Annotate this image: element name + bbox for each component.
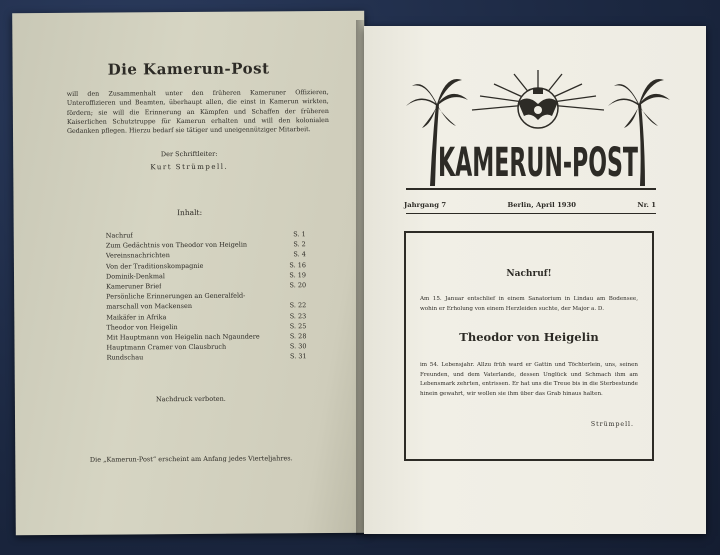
masthead-rule-top <box>406 188 656 190</box>
left-page <box>12 11 368 535</box>
editor-name: Kurt Strümpell. <box>150 162 229 172</box>
left-page-title: Die Kamerun-Post <box>107 59 270 79</box>
issue-meta-row <box>404 201 656 209</box>
publication-note: Die „Kamerun-Post“ erscheint am Anfang jedes Vierteljahres. <box>89 454 293 464</box>
toc-page: S. 16 <box>289 260 306 269</box>
toc-page: S. 23 <box>289 311 307 320</box>
toc-page: S. 1 <box>293 230 306 239</box>
obituary-text-2: im 54. Lebensjahr. Allzu früh ward er Gattin und Töchterlein, uns, seinen Freunden, und dem Vaterlande, dessen Unglück und Schmach ihm am Lebensmark zehrten, entrissen. Er hat uns die Treue bis in die Sterbestunde hinein gewahrt, wir wollen sie ihm über das Grab hinaus halten. <box>420 362 638 397</box>
imperial-eagle-icon <box>518 88 558 128</box>
toc-page: S. 2 <box>293 240 306 249</box>
toc-page: S. 19 <box>289 271 307 280</box>
toc-title: Hauptmann Cramer von Clausbruch <box>106 342 227 352</box>
table-of-contents <box>106 229 307 363</box>
volume-label: Jahrgang 7 <box>404 201 447 209</box>
toc-page: S. 25 <box>289 322 307 331</box>
masthead-title: KAMERUN-POST <box>438 140 639 186</box>
issue-number: Nr. 1 <box>637 201 656 209</box>
toc-title: Rundschau <box>106 353 144 363</box>
toc-page: S. 22 <box>289 301 307 310</box>
toc-title: Maikäfer in Afrika <box>106 312 167 322</box>
toc-title: Nachruf <box>105 231 133 240</box>
right-page <box>364 26 706 534</box>
obituary-signature: Strümpell. <box>590 421 634 428</box>
reprint-note: Nachdruck verboten. <box>155 394 226 404</box>
obituary-text-1: Am 15. Januar entschlief in einem Sanatorium in Lindau am Bodensee, wohin er Erholung von einem Herzleiden suchte, der Major a. D. <box>420 296 638 312</box>
toc-title: Kameruner Brief <box>106 282 162 291</box>
intro-paragraph: will den Zusammenhalt unter den früheren Kameruner Offizieren, Unteroffizieren und Beamten, überhaupt allen, die einst in Kamerun wirkten, fördern; sie will die Erinnerung an Kämpfen und Schaffen der früheren Kaiserlichen Schutztruppe für Kamerun erhalten und will den kolonialen Gedanken pflegen. Hierzu bedarf sie tätiger und uneigennütziger Mitarbeit. <box>66 89 329 136</box>
editor-label: Der Schriftleiter: <box>160 149 218 159</box>
contents-heading: Inhalt: <box>177 207 203 218</box>
toc-page: S. 20 <box>289 281 307 290</box>
toc-title: Von der Traditionskompagnie <box>105 261 204 271</box>
toc-title: marschall von Mackensen <box>106 302 193 312</box>
toc-title: Theodor von Heigelin <box>106 322 178 332</box>
toc-title: Vereinsnachrichten <box>105 251 170 260</box>
toc-page: S. 30 <box>289 342 307 351</box>
masthead-emblem <box>402 64 674 189</box>
toc-page: S. 28 <box>289 332 307 341</box>
toc-page: S. 4 <box>293 250 306 259</box>
toc-title: Mit Hauptmann von Heigelin nach Ngaundere <box>106 332 260 342</box>
place-date: Berlin, April 1930 <box>507 201 576 209</box>
toc-page <box>302 290 306 300</box>
obituary-box <box>404 231 654 461</box>
toc-title: Persönliche Erinnerungen an Generalfeld- <box>106 291 246 301</box>
toc-page: S. 31 <box>289 352 307 361</box>
toc-title: Zum Gedächtnis von Theodor von Heigelin <box>105 240 248 250</box>
obituary-heading: Nachruf! <box>506 269 552 279</box>
masthead-rule-bottom <box>406 213 656 214</box>
toc-title: Dominik-Denkmal <box>105 271 166 281</box>
deceased-name: Theodor von Heigelin <box>459 330 599 344</box>
toc-row <box>107 352 307 364</box>
